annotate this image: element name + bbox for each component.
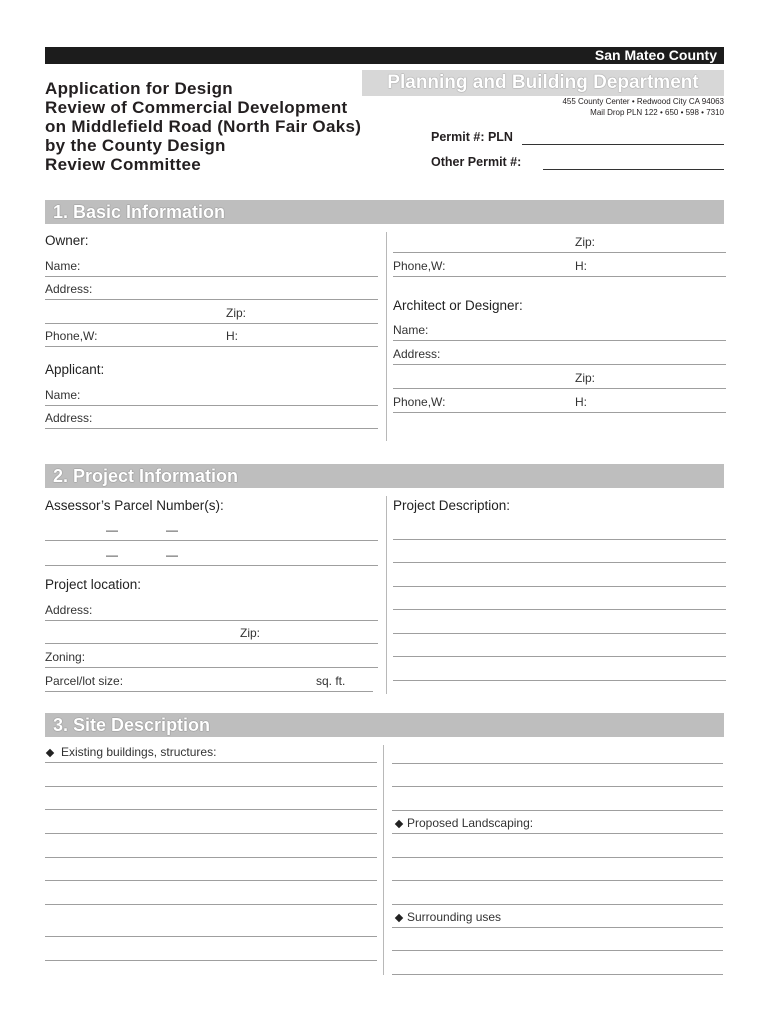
architect-phone-field bbox=[393, 392, 726, 413]
project-description-line[interactable] bbox=[393, 519, 726, 540]
proposed-landscaping-line[interactable] bbox=[392, 884, 723, 905]
owner-zip-field bbox=[45, 303, 378, 324]
existing-buildings-input[interactable] bbox=[227, 743, 377, 761]
location-zip-label: Zip: bbox=[240, 626, 261, 640]
lot-size-field bbox=[45, 671, 373, 692]
location-address-field bbox=[45, 600, 378, 621]
diamond-bullet-icon bbox=[46, 749, 54, 757]
project-description-line[interactable] bbox=[393, 566, 726, 587]
location-zip-input[interactable] bbox=[264, 624, 378, 642]
surrounding-uses-field bbox=[392, 907, 723, 928]
architect-name-field bbox=[393, 320, 726, 341]
location-address-line-2-input[interactable] bbox=[45, 624, 235, 642]
applicant-address-field bbox=[45, 408, 378, 429]
existing-buildings-line[interactable] bbox=[45, 860, 377, 881]
location-address-label: Address: bbox=[45, 603, 93, 617]
lot-size-input[interactable] bbox=[127, 672, 313, 690]
project-description-line[interactable] bbox=[393, 589, 726, 610]
project-description-line[interactable] bbox=[393, 542, 726, 563]
owner-address-field bbox=[45, 279, 378, 300]
form-title-line-5: Review Committee bbox=[45, 155, 201, 174]
column-divider bbox=[386, 232, 387, 441]
section-header-project-information bbox=[45, 464, 724, 488]
form-title bbox=[45, 79, 361, 174]
architect-phone-home-label: H: bbox=[575, 395, 587, 409]
existing-buildings-line[interactable] bbox=[45, 789, 377, 810]
applicant-heading: Applicant: bbox=[45, 362, 105, 377]
zoning-label: Zoning: bbox=[45, 650, 86, 664]
zoning-field bbox=[45, 647, 378, 668]
owner-address-label: Address: bbox=[45, 282, 93, 296]
architect-address-field bbox=[393, 344, 726, 365]
owner-phone-work-label: Phone,W: bbox=[45, 329, 98, 343]
architect-name-input[interactable] bbox=[431, 321, 726, 339]
existing-buildings-field bbox=[45, 742, 377, 763]
location-address-input[interactable] bbox=[95, 601, 378, 619]
existing-buildings-line[interactable] bbox=[45, 916, 377, 937]
proposed-landscaping-input[interactable] bbox=[542, 814, 723, 832]
proposed-landscaping-label: Proposed Landscaping: bbox=[407, 816, 534, 830]
apn-separator: — bbox=[106, 548, 118, 562]
architect-zip-label: Zip: bbox=[575, 371, 596, 385]
applicant-phone-field bbox=[393, 256, 726, 277]
permit-number-label: Permit #: PLN bbox=[431, 130, 513, 144]
apn-field-1 bbox=[45, 520, 378, 541]
applicant-phone-work-label: Phone,W: bbox=[393, 259, 446, 273]
owner-name-label: Name: bbox=[45, 259, 81, 273]
apn-1-page-input[interactable] bbox=[120, 521, 164, 539]
applicant-phone-home-label: H: bbox=[575, 259, 587, 273]
applicant-address-line-2-input[interactable] bbox=[393, 233, 570, 251]
permit-number-input[interactable] bbox=[522, 130, 724, 145]
apn-heading: Assessor’s Parcel Number(s): bbox=[45, 498, 224, 513]
architect-address-input[interactable] bbox=[443, 345, 726, 363]
county-name: San Mateo County bbox=[594, 47, 717, 63]
applicant-zip-label: Zip: bbox=[575, 235, 596, 249]
existing-buildings-line[interactable] bbox=[45, 813, 377, 834]
existing-buildings-label: Existing buildings, structures: bbox=[61, 745, 217, 759]
owner-address-line-2-input[interactable] bbox=[45, 304, 221, 322]
architect-address-label: Address: bbox=[393, 347, 441, 361]
project-description-line[interactable] bbox=[393, 660, 726, 681]
architect-phone-work-input[interactable] bbox=[447, 393, 571, 411]
permit-number-field bbox=[431, 129, 724, 145]
applicant-address-label: Address: bbox=[45, 411, 93, 425]
project-description-line[interactable] bbox=[393, 636, 726, 657]
surrounding-uses-label: Surrounding uses bbox=[407, 910, 502, 924]
apn-1-parcel-input[interactable] bbox=[181, 521, 378, 539]
proposed-landscaping-line[interactable] bbox=[392, 860, 723, 881]
section-title: 2. Project Information bbox=[53, 466, 239, 486]
zoning-input[interactable] bbox=[91, 648, 378, 666]
applicant-name-label: Name: bbox=[45, 388, 81, 402]
applicant-name-field bbox=[45, 385, 378, 406]
lot-size-label: Parcel/lot size: bbox=[45, 674, 124, 688]
project-description-line[interactable] bbox=[393, 613, 726, 634]
architect-heading: Architect or Designer: bbox=[393, 298, 523, 313]
department-address bbox=[562, 96, 724, 118]
section-title: 3. Site Description bbox=[53, 715, 211, 735]
applicant-phone-work-input[interactable] bbox=[447, 257, 571, 275]
diamond-bullet-icon bbox=[395, 914, 403, 922]
form-title-line-3: on Middlefield Road (North Fair Oaks) bbox=[45, 117, 362, 136]
section-header-site-description bbox=[45, 713, 724, 737]
architect-phone-home-input[interactable] bbox=[590, 393, 726, 411]
architect-phone-work-label: Phone,W: bbox=[393, 395, 446, 409]
diamond-bullet-icon bbox=[395, 820, 403, 828]
applicant-zip-field bbox=[393, 232, 726, 253]
apn-separator: — bbox=[166, 548, 178, 562]
owner-phone-work-input[interactable] bbox=[99, 327, 223, 345]
section-title: 1. Basic Information bbox=[53, 202, 226, 222]
apn-separator: — bbox=[106, 523, 118, 537]
section-header-basic-information bbox=[45, 200, 724, 224]
owner-heading: Owner: bbox=[45, 233, 89, 248]
applicant-zip-input[interactable] bbox=[599, 233, 726, 251]
apn-2-page-input[interactable] bbox=[120, 546, 164, 564]
existing-buildings-line[interactable] bbox=[392, 743, 723, 764]
architect-address-line-2-input[interactable] bbox=[393, 369, 570, 387]
existing-buildings-line[interactable] bbox=[45, 766, 377, 787]
other-permit-input[interactable] bbox=[543, 155, 724, 170]
architect-zip-input[interactable] bbox=[599, 369, 726, 387]
apn-2-parcel-input[interactable] bbox=[181, 546, 378, 564]
department-name: Planning and Building Department bbox=[387, 72, 699, 93]
architect-name-label: Name: bbox=[393, 323, 429, 337]
address-line-1: 455 County Center • Redwood City CA 94063 bbox=[562, 97, 724, 106]
apn-field-2 bbox=[45, 545, 378, 566]
location-zip-field bbox=[45, 623, 378, 644]
surrounding-uses-line[interactable] bbox=[392, 954, 723, 975]
surrounding-uses-line[interactable] bbox=[392, 930, 723, 951]
owner-zip-label: Zip: bbox=[226, 306, 247, 320]
column-divider bbox=[386, 496, 387, 694]
owner-phone-home-input[interactable] bbox=[241, 327, 378, 345]
existing-buildings-line[interactable] bbox=[45, 837, 377, 858]
proposed-landscaping-field bbox=[392, 813, 723, 834]
applicant-address-input[interactable] bbox=[95, 409, 378, 427]
county-banner bbox=[45, 47, 724, 64]
project-location-heading: Project location: bbox=[45, 577, 142, 592]
surrounding-uses-input[interactable] bbox=[512, 908, 723, 926]
owner-phone-field bbox=[45, 326, 378, 347]
other-permit-field bbox=[431, 154, 724, 170]
architect-zip-field bbox=[393, 368, 726, 389]
department-banner bbox=[362, 70, 724, 96]
apn-2-book-input[interactable] bbox=[45, 546, 103, 564]
existing-buildings-line[interactable] bbox=[392, 766, 723, 787]
form-title-line-1: Application for Design bbox=[45, 79, 233, 98]
proposed-landscaping-line[interactable] bbox=[392, 837, 723, 858]
applicant-phone-home-input[interactable] bbox=[590, 257, 726, 275]
address-line-2: Mail Drop PLN 122 • 650 • 598 • 7310 bbox=[590, 108, 724, 117]
apn-1-book-input[interactable] bbox=[45, 521, 103, 539]
existing-buildings-line[interactable] bbox=[45, 940, 377, 961]
apn-separator: — bbox=[166, 523, 178, 537]
project-description-heading: Project Description: bbox=[393, 498, 511, 513]
lot-size-unit: sq. ft. bbox=[316, 674, 346, 688]
form-title-line-2: Review of Commercial Development bbox=[45, 98, 348, 117]
form-title-line-4: by the County Design bbox=[45, 136, 226, 155]
owner-zip-input[interactable] bbox=[251, 304, 378, 322]
existing-buildings-line[interactable] bbox=[45, 884, 377, 905]
other-permit-label: Other Permit #: bbox=[431, 155, 522, 169]
existing-buildings-line[interactable] bbox=[392, 790, 723, 811]
owner-phone-home-label: H: bbox=[226, 329, 238, 343]
column-divider bbox=[383, 745, 384, 975]
owner-address-input[interactable] bbox=[95, 280, 378, 298]
owner-name-field bbox=[45, 256, 378, 277]
applicant-name-input[interactable] bbox=[83, 386, 378, 404]
owner-name-input[interactable] bbox=[83, 257, 378, 275]
